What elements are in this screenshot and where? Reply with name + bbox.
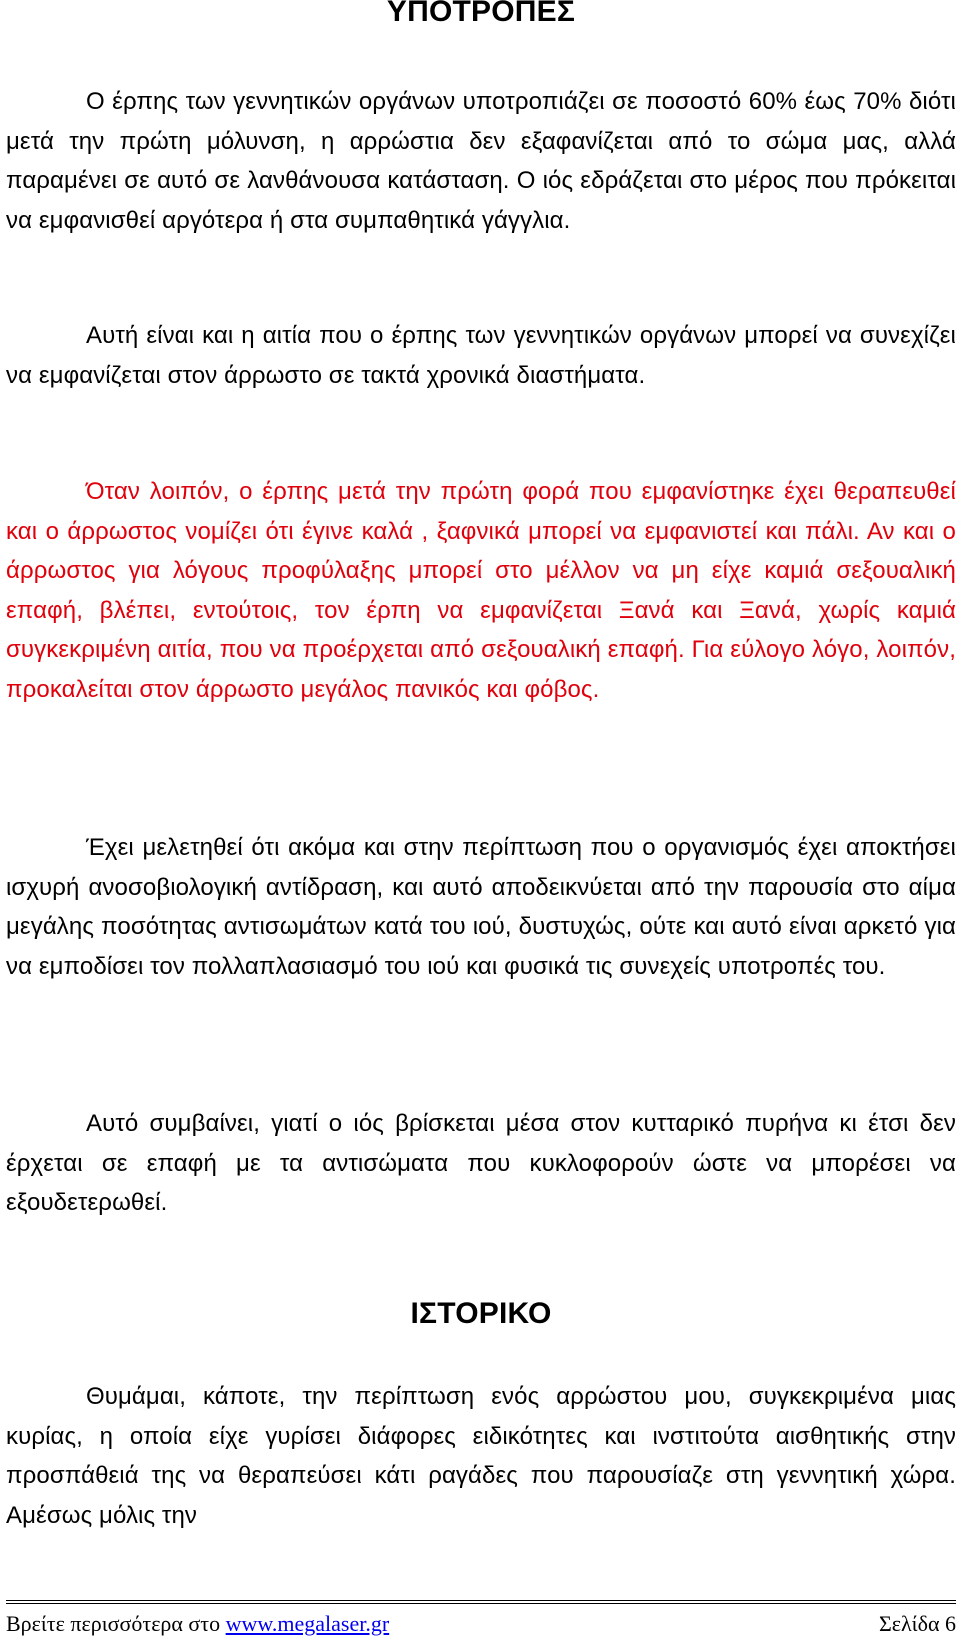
footer-source: [6, 1609, 389, 1639]
paragraph-6-block: [6, 1377, 956, 1535]
paragraph-1: Ο έρπης των γεννητικών οργάνων υποτροπιάζει σε ποσοστό 60% έως 70% διότι μετά την πρώτη μόλυνση, η αρρώστια δεν εξαφανίζεται από το σώμα μας, αλλά παραμένει σε αυτό σε λανθάνουσα κατάσταση. Ο ιός εδράζεται στο μέρος που πρόκειται να εμφανισθεί αργότερα ή στα συμπαθητικά γάγγλια.: [6, 88, 956, 234]
paragraph-2: Αυτή είναι και η αιτία που ο έρπης των γεννητικών οργάνων μπορεί να συνεχίζει να εμφανίζεται στον άρρωστο σε τακτά χρονικά διαστήματα.: [6, 322, 956, 389]
paragraph-5-block: [6, 1104, 956, 1223]
paragraph-4-block: [6, 828, 956, 986]
paragraph-6: Θυμάμαι, κάποτε, την περίπτωση ενός αρρώστου μου, συγκεκριμένα μιας κυρίας, η οποία είχε γυρίσει διάφορες ειδικότητες και ινστιτούτα αισθητικής στην προσπάθειά της να θεραπεύσει κάτι ραγάδες που παρουσίαζε στη γεννητική χώρα. Αμέσως μόλις την: [6, 1383, 956, 1529]
footer-prefix: Βρείτε περισσότερα στο: [6, 1611, 226, 1636]
paragraph-1-block: [6, 82, 956, 240]
paragraph-3-highlighted: Όταν λοιπόν, ο έρπης μετά την πρώτη φορά που εμφανίστηκε έχει θεραπευθεί και ο άρρωστος νομίζει ότι έγινε καλά , ξαφνικά μπορεί να εμφανιστεί και πάλι. Αν και ο άρρωστος για λόγους προφύλαξης μπορεί στο μέλλον να μη είχε καμιά σεξουαλική επαφή, βλέπει, εντούτοις, τον έρπη να εμφανίζεται Ξανά και Ξανά, χωρίς καμιά συγκεκριμένη αιτία, που να προέρχεται από σεξουαλική επαφή. Για εύλογο λόγο, λοιπόν, προκαλείται στον άρρωστο μεγάλος πανικός και φόβος.: [6, 478, 956, 703]
heading-recurrences: ΥΠΟΤΡΟΠΕΣ: [386, 0, 576, 28]
paragraph-4: Έχει μελετηθεί ότι ακόμα και στην περίπτωση που ο οργανισμός έχει αποκτήσει ισχυρή ανοσοβιολογική αντίδραση, και αυτό αποδεικνύεται από την παρουσία στο αίμα μεγάλης ποσότητας αντισωμάτων κατά του ιού, δυστυχώς, ούτε και αυτό είναι αρκετό για να εμποδίσει τον πολλαπλασιασμό του ιού και φυσικά τις συνεχείς υποτροπές του.: [6, 834, 956, 980]
document-page: [6, 0, 956, 1646]
page-footer: [6, 1609, 956, 1639]
page-number: Σελίδα 6: [878, 1611, 956, 1636]
heading-history: ΙΣΤΟΡΙΚΟ: [410, 1297, 552, 1330]
footer-website-link[interactable]: www.megalaser.gr: [225, 1611, 390, 1636]
paragraph-3-block: [6, 472, 956, 709]
paragraph-5: Αυτό συμβαίνει, γιατί ο ιός βρίσκεται μέσα στον κυτταρικό πυρήνα κι έτσι δεν έρχεται σε επαφή με τα αντισώματα που κυκλοφορούν ώστε να μπορέσει να εξουδετερωθεί.: [6, 1110, 956, 1216]
footer-divider: [6, 1600, 956, 1604]
paragraph-2-block: [6, 316, 956, 395]
